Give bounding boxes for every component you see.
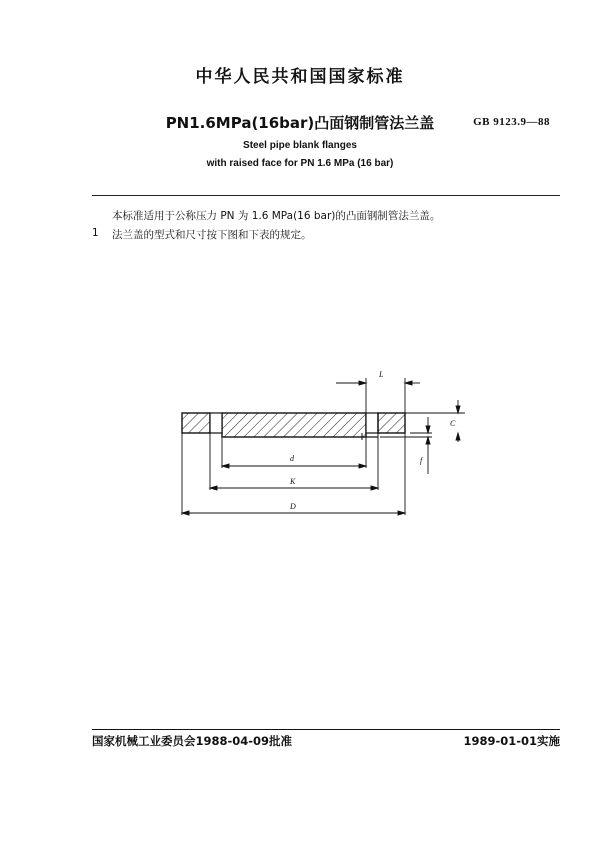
standard-number: GB 9123.9—88 xyxy=(473,116,550,128)
standard-title-en-line2: with raised face for PN 1.6 MPa (16 bar) xyxy=(206,158,394,169)
dim-label-C: C xyxy=(450,419,456,428)
dim-label-K: K xyxy=(290,477,296,486)
national-standard-heading: 中华人民共和国国家标准 xyxy=(195,67,405,87)
approval-date: 国家机械工业委员会1988-04-09批准 xyxy=(92,734,293,748)
blank-flange-drawing xyxy=(170,362,480,522)
clause-1-number: 1 xyxy=(92,227,99,239)
dim-label-d: d xyxy=(290,454,294,463)
header-divider xyxy=(92,195,560,196)
implementation-date: 1989-01-01实施 xyxy=(463,734,560,748)
standard-title-cn: PN1.6MPa(16bar)凸面钢制管法兰盖 xyxy=(165,114,435,132)
dim-label-D: D xyxy=(290,502,296,511)
dim-label-f: f xyxy=(420,456,423,465)
clause-1-text: 法兰盖的型式和尺寸按下图和下表的规定。 xyxy=(112,229,312,241)
scope-paragraph: 本标准适用于公称压力 PN 为 1.6 MPa(16 bar)的凸面钢制管法兰盖。 xyxy=(112,210,441,222)
standard-title-en-line1: Steel pipe blank flanges xyxy=(243,140,357,151)
dim-label-L: L xyxy=(379,370,384,379)
footer-divider xyxy=(92,729,560,730)
flange-section xyxy=(182,413,405,440)
